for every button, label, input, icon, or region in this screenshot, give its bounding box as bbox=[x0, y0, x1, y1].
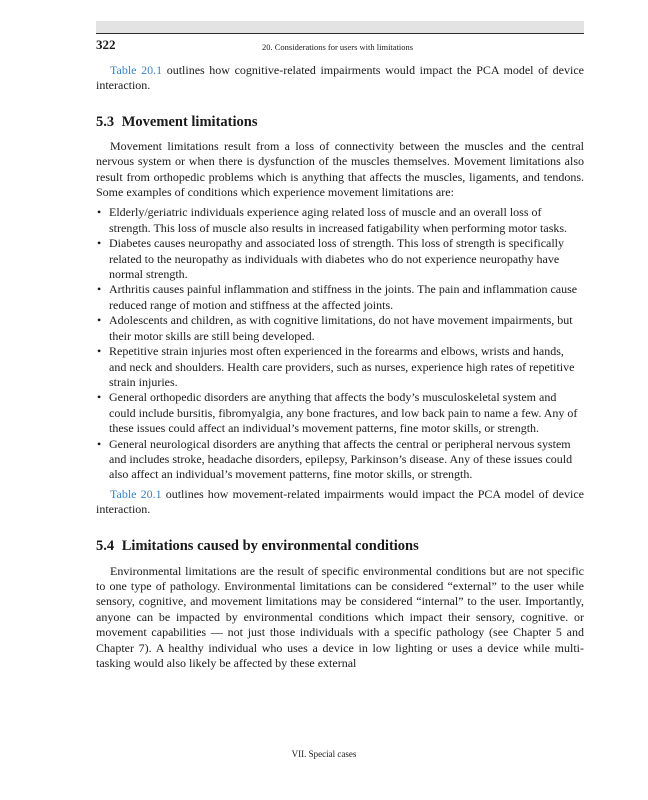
list-item bbox=[96, 390, 584, 436]
list-item-text: Adolescents and children, as with cognitive limitations, do not have movement impairments, but their motor skills are still being developed. bbox=[109, 313, 573, 343]
list-item bbox=[96, 437, 584, 483]
list-item-text: Elderly/geriatric individuals experience aging related loss of muscle and an overall loss of strength. This loss of muscle also results in increased fatigability when performing motor tasks. bbox=[109, 205, 568, 235]
section-5-4-paragraph: Environmental limitations are the result of specific environmental conditions but are not specific to one type of pathology. Environmental limitations can be considered “external” to the user while sensory, cognitive, and movement limitations may be considered “internal” to the user. Importantly, anyone can be impacted by environmental conditions which impact their sensory, cognitive. or movement capabilities — not just those individuals with a specific pathology (see Chapter 5 and Chapter 7). A healthy individual who uses a device in low lighting or uses a device while multi-tasking would also likely be affected by these external bbox=[96, 563, 584, 670]
list-item bbox=[96, 205, 584, 236]
section-number: 5.3 bbox=[96, 113, 115, 130]
page-footer: VII. Special cases bbox=[291, 749, 357, 759]
list-item-text: Repetitive strain injuries most often experienced in the forearms and elbows, wrists and hands, and neck and shoulders. Health care providers, such as nurses, experience high rates of repetitive strain injuries. bbox=[109, 344, 575, 389]
page-number: 322 bbox=[96, 37, 116, 52]
list-item-text: General neurological disorders are anything that affects the central or peripheral nervous system and includes stroke, headache disorders, epilepsy, Parkinson’s disease. Any of these issues could also affect an individual’s movement patterns, fine motor skills, or strength. bbox=[109, 436, 573, 482]
section-heading-5-3 bbox=[96, 113, 584, 131]
header-rule bbox=[96, 33, 584, 34]
list-item-text: General orthopedic disorders are anything that affects the body’s musculoskeletal system and could include bursitis, fibromyalgia, any bone fractures, and low back pain to name a few. Any of these issues could affect an individual’s movement patterns, fine motor skills, or strength. bbox=[109, 390, 578, 436]
section-5-3-paragraph: Movement limitations result from a loss of connectivity between the muscles and the central nervous system or when there is dysfunction of the muscles themselves. Movement limitations also result from orthopedic problems which is anything that affects the muscles, ligaments, and tendons. Some examples of conditions which experience movement limitations are: bbox=[96, 138, 584, 200]
list-item bbox=[96, 236, 584, 282]
closing-text: outlines how movement-related impairments would impact the PCA model of device interaction. bbox=[96, 486, 584, 517]
bullet-icon: • bbox=[97, 390, 102, 405]
list-item-text: Arthritis causes painful inflammation and stiffness in the joints. The pain and inflammation cause reduced range of motion and stiffness at the affected joints. bbox=[109, 282, 578, 312]
intro-paragraph bbox=[96, 63, 584, 94]
bullet-icon: • bbox=[97, 313, 102, 328]
intro-text: outlines how cognitive-related impairments would impact the PCA model of device interaction. bbox=[96, 63, 584, 93]
list-item bbox=[96, 344, 584, 390]
running-head: 20. Considerations for users with limitations bbox=[262, 42, 414, 52]
section-heading-5-4 bbox=[96, 537, 584, 555]
section-title: Limitations caused by environmental conditions bbox=[121, 537, 419, 554]
section-title: Movement limitations bbox=[121, 113, 258, 130]
bullet-icon: • bbox=[97, 282, 102, 297]
bullet-icon: • bbox=[97, 236, 102, 251]
header-bar bbox=[96, 21, 584, 33]
bullet-icon: • bbox=[97, 344, 102, 359]
conditions-list bbox=[96, 205, 584, 482]
bullet-icon: • bbox=[97, 205, 102, 220]
movement-table-paragraph bbox=[96, 487, 584, 518]
page-body bbox=[96, 63, 584, 671]
list-item bbox=[96, 282, 584, 313]
list-item-text: Diabetes causes neuropathy and associated loss of strength. This loss of strength is specifically related to the neuropathy as individuals with diabetes who do not experience neuropathy have normal strength. bbox=[109, 236, 565, 282]
section-number: 5.4 bbox=[96, 537, 115, 554]
table-reference-link[interactable]: Table 20.1 bbox=[110, 486, 162, 501]
list-item bbox=[96, 313, 584, 344]
bullet-icon: • bbox=[97, 436, 102, 451]
table-reference-link[interactable]: Table 20.1 bbox=[110, 63, 163, 77]
